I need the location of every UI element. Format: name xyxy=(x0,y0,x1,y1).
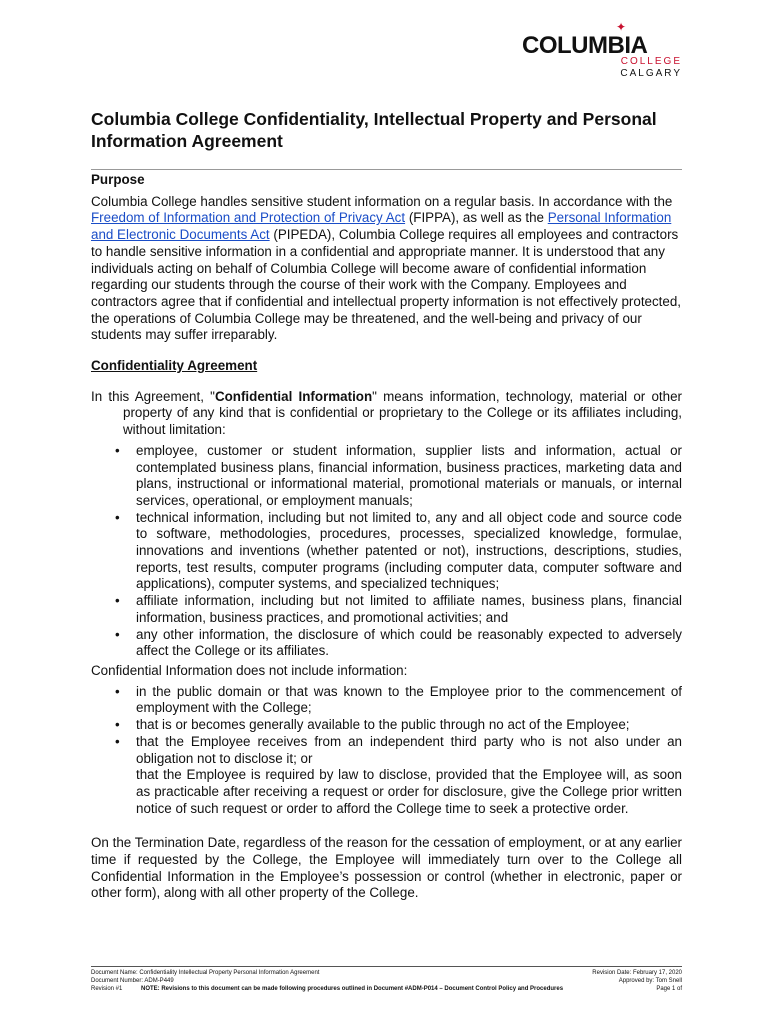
purpose-paragraph xyxy=(91,194,682,344)
bullet: • xyxy=(115,733,120,749)
intro-suffix: " means information, technology, material or other property of any kind that is confidential or proprietary to the College or its affiliates including, without limitation: xyxy=(123,388,682,438)
document-body xyxy=(91,172,682,902)
footer-note: NOTE: Revisions to this document can be made following procedures outlined in Document #ADM-P014 – Document Control Policy and Procedures xyxy=(141,986,564,992)
document-footer xyxy=(91,966,682,993)
bullet: • xyxy=(115,509,120,525)
logo-calgary-text: CALGARY xyxy=(620,68,682,79)
list-item xyxy=(91,717,682,734)
includes-list xyxy=(91,443,682,660)
bullet: • xyxy=(115,593,120,609)
logo-wordmark: COLUMBIA xyxy=(522,32,648,59)
exclusion-continuation: that the Employee is required by law to disclose, provided that the Employee will, as soon as practicable after receiving a request or order for disclosure, give the College prior written notice of such request or order to afford the College time to seek a protective order. xyxy=(136,767,682,816)
confidentiality-heading: Confidentiality Agreement xyxy=(91,358,258,374)
purpose-text-1: Columbia College handles sensitive student information on a regular basis. In accordance with the xyxy=(91,193,673,209)
footer-page-number: Page 1 of xyxy=(656,986,682,992)
pipeda-link[interactable]: Personal Information and Electronic Documents Act xyxy=(91,210,672,243)
footer-doc-number: Document Number: ADM-P449 xyxy=(91,978,174,984)
list-item-text: employee, customer or student information, supplier lists and information, actual or contemplated business plans, financial information, business practices, marketing data and plans, instructional or informational material, promotional materials or manuals, or internal services, operational, or employment manuals; xyxy=(136,442,682,508)
list-item xyxy=(91,443,682,510)
list-item xyxy=(91,684,682,717)
intro-term: Confidential Information xyxy=(214,388,373,404)
termination-paragraph: On the Termination Date, regardless of the reason for the cessation of employment, or at any earlier time if requested by the College, the Employee will immediately turn over to the College all Confidential Information in the Employee’s possession or control (whether in electronic, paper or other form), along with all other property of the College. xyxy=(91,835,682,901)
purpose-text-3: (PIPEDA), Columbia College requires all employees and contractors to handle sensitive information in a confidential and appropriate manner. It is understood that any individuals acting on behalf of Columbia College will become aware of confidential information regarding our students through the course of their work with the Company. Employees and contractors agree that if confidential and intellectual property information is not effectively protected, the operations of Columbia College may be threatened, and the well-being and privacy of our students may suffer irreparably. xyxy=(91,227,682,343)
bullet: • xyxy=(115,442,120,458)
list-item xyxy=(91,734,682,767)
list-item-text: any other information, the disclosure of which could be reasonably expected to adversely affect the College or its affiliates. xyxy=(136,626,682,659)
maple-leaf-icon: ✦ xyxy=(616,20,627,34)
footer-revision: Revision #1 xyxy=(91,986,123,992)
bullet: • xyxy=(115,717,120,733)
list-item-text: affiliate information, including but not limited to affiliate names, business plans, financial information, business practices, and promotional activities; and xyxy=(136,593,682,625)
fippa-link[interactable]: Freedom of Information and Protection of Privacy Act xyxy=(91,210,406,226)
intro-prefix: In this Agreement, " xyxy=(91,388,215,404)
columbia-college-logo xyxy=(522,20,682,80)
footer-approved-by: Approved by: Tom Snell xyxy=(618,978,682,984)
confidentiality-intro xyxy=(91,389,682,439)
list-item-text: in the public domain or that was known to the Employee prior to the commencement of employment with the College; xyxy=(136,683,682,716)
purpose-text-2: (FIPPA), as well as the xyxy=(405,210,548,226)
footer-revision-date: Revision Date: February 17, 2020 xyxy=(592,970,682,976)
list-item xyxy=(91,627,682,660)
bullet: • xyxy=(115,626,120,642)
title-divider xyxy=(91,169,682,170)
excludes-list xyxy=(91,684,682,768)
list-item xyxy=(91,510,682,594)
logo-college-text: COLLEGE xyxy=(620,56,682,67)
exclusions-intro: Confidential Information does not include information: xyxy=(91,662,408,678)
list-item-text: that the Employee receives from an independent third party who is not also under an obligation not to disclose it; or xyxy=(136,733,682,766)
purpose-heading: Purpose xyxy=(91,172,145,187)
list-item-text: that is or becomes generally available to the public through no act of the Employee; xyxy=(136,717,630,733)
list-item xyxy=(91,593,682,626)
document-title: Columbia College Confidentiality, Intellectual Property and Personal Information Agreement xyxy=(91,109,657,151)
bullet: • xyxy=(115,683,120,699)
list-item-text: technical information, including but not limited to, any and all object code and source code to software, methodologies, procedures, processes, specialized knowledge, formulae, innovations and inventions (whether patented or not), instructions, descriptions, studies, reports, test results, computer programs (including computer data, computer software and applications), computer systems, and specialized techniques; xyxy=(136,509,682,592)
footer-doc-name: Document Name: Confidentiality Intellectual Property Personal Information Agreement xyxy=(91,970,320,976)
